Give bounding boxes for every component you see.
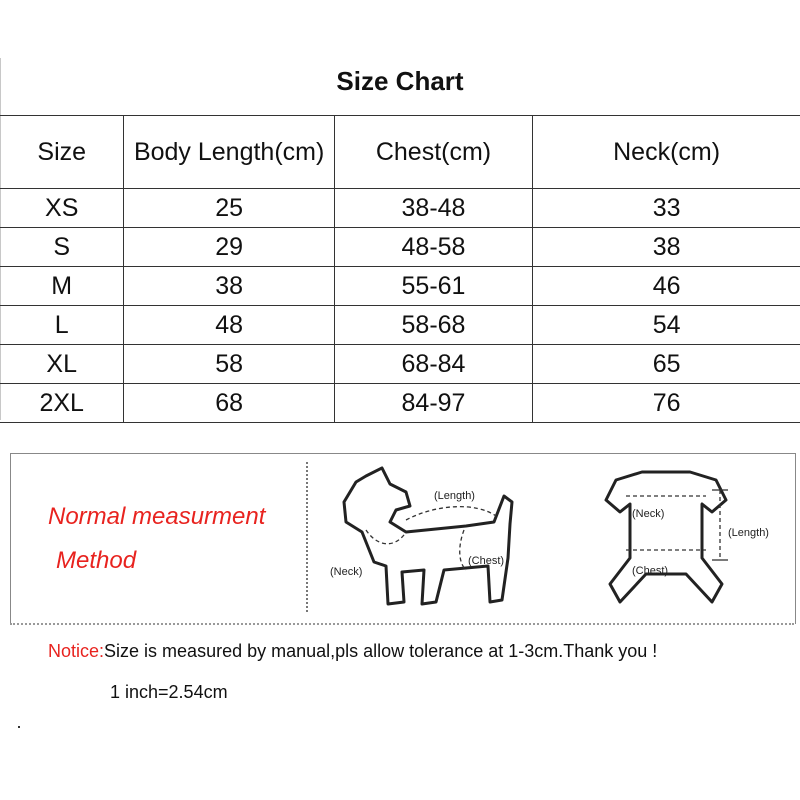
method-title-line2: Method (56, 547, 137, 574)
cell-chest: 58-68 (334, 306, 532, 345)
notice-text: Size is measured by manual,pls allow tolerance at 1-3cm.Thank you ! (104, 641, 658, 661)
garment-chest-label: (Chest) (632, 565, 669, 577)
dog-chest-line (460, 530, 466, 570)
garment-length-label: (Length) (728, 527, 769, 539)
cell-chest: 84-97 (334, 384, 532, 423)
method-title-line1: Normal measurment (48, 503, 266, 530)
garment-outline-icon (606, 472, 726, 602)
cell-size: XL (0, 345, 124, 384)
table-header-row (0, 116, 800, 189)
header-size: Size (0, 116, 124, 189)
cell-size: S (0, 228, 124, 267)
stray-dot (18, 726, 20, 728)
table-row (0, 384, 800, 423)
table-row (0, 306, 800, 345)
dog-outline-icon (344, 468, 512, 604)
dog-neck-label: (Neck) (330, 566, 363, 578)
cell-chest: 68-84 (334, 345, 532, 384)
notice-separator (10, 623, 794, 625)
dog-neck-line (366, 530, 406, 544)
cell-chest: 55-61 (334, 267, 532, 306)
cell-body-length: 48 (124, 306, 334, 345)
header-chest: Chest(cm) (334, 116, 532, 189)
cell-body-length: 25 (124, 189, 334, 228)
cell-neck: 33 (533, 189, 800, 228)
inch-conversion: 1 inch=2.54cm (110, 682, 228, 702)
cell-chest: 48-58 (334, 228, 532, 267)
table-row (0, 228, 800, 267)
page-title: Size Chart (336, 66, 464, 96)
dog-length-line (406, 507, 496, 520)
cell-body-length: 68 (124, 384, 334, 423)
size-table (0, 115, 800, 423)
cell-chest: 38-48 (334, 189, 532, 228)
cell-neck: 38 (533, 228, 800, 267)
cell-size: 2XL (0, 384, 124, 423)
dog-length-label: (Length) (434, 490, 475, 502)
cell-neck: 46 (533, 267, 800, 306)
table-row (0, 267, 800, 306)
cell-neck: 65 (533, 345, 800, 384)
notice-prefix: Notice: (48, 641, 105, 661)
cell-size: L (0, 306, 124, 345)
cell-body-length: 58 (124, 345, 334, 384)
dog-measurement-illustration (326, 462, 526, 614)
garment-measurement-illustration (586, 462, 786, 614)
dog-chest-label: (Chest) (468, 555, 505, 567)
garment-neck-label: (Neck) (632, 508, 665, 520)
cell-body-length: 29 (124, 228, 334, 267)
cell-size: XS (0, 189, 124, 228)
dotted-divider (306, 462, 308, 612)
cell-size: M (0, 267, 124, 306)
cell-body-length: 38 (124, 267, 334, 306)
table-row (0, 189, 800, 228)
cell-neck: 54 (533, 306, 800, 345)
notice-line (48, 641, 657, 662)
header-body-length: Body Length(cm) (124, 116, 334, 189)
table-row (0, 345, 800, 384)
header-neck: Neck(cm) (533, 116, 800, 189)
cell-neck: 76 (533, 384, 800, 423)
